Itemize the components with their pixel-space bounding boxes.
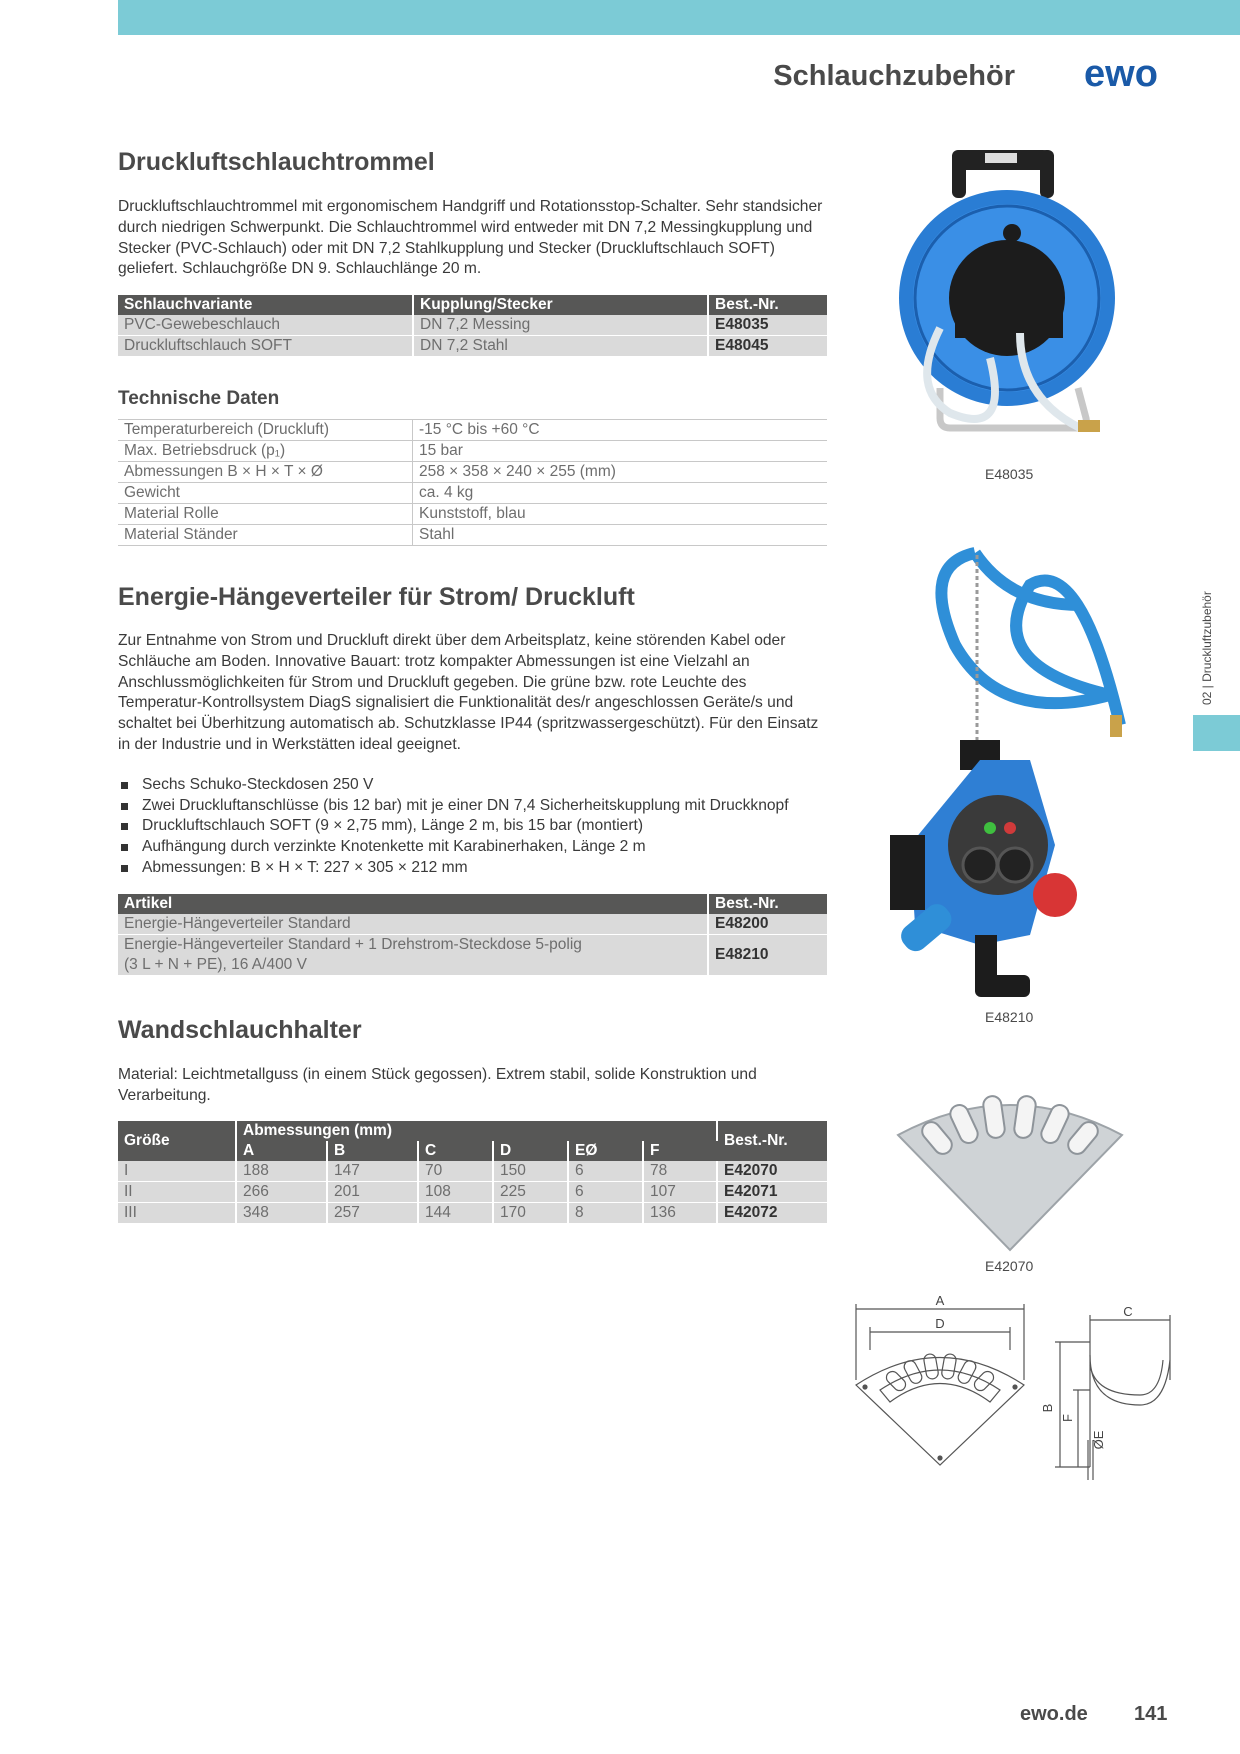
section2-description: Zur Entnahme von Strom und Druckluft direkt über dem Arbeitsplatz, keine störenden Kabel oder Schläuche am Boden. Innovative Bauart: trotz kompakter Abmessungen ist eine Vielzahl an Anschlussmöglichkeiten für Strom und Druckluft gegeben. Die grüne bzw. rote Leuchte des Temperatur-Kontrollsystem DiagS signalisiert die Funktionalität des/r angeschlossen Geräte/s und schaltet bei Überhitzung automatisch ab. Schutzklasse IP44 (spritzwassergeschützt). Für den Einsatz in der Industrie und in Werkstätten ideal geeignet. [118, 632, 819, 753]
power-distributor-image [880, 545, 1140, 1005]
col-header-order: Best.-Nr. [717, 1121, 827, 1161]
table-cell: 78 [643, 1161, 717, 1182]
technical-drawing [850, 1290, 1180, 1480]
col-header: Artikel [118, 894, 708, 914]
table-row [118, 1182, 827, 1203]
table-cell: 8 [568, 1203, 643, 1224]
drawing-label-d: D [935, 1316, 945, 1331]
col-header: Best.-Nr. [708, 295, 827, 315]
table-cell: 6 [568, 1182, 643, 1203]
section3-description: Material: Leichtmetallguss (in einem Stück gegossen). Extrem stabil, solide Konstruktion und Verarbeitung. [118, 1066, 757, 1104]
table-row [118, 483, 827, 504]
table-cell: Druckluftschlauch SOFT [118, 336, 413, 357]
table-cell: 70 [418, 1161, 493, 1182]
list-item: Druckluftschlauch SOFT (9 × 2,75 mm), Länge 2 m, bis 15 bar (montiert) [118, 816, 789, 837]
col-header-size: Größe [118, 1121, 236, 1161]
table-cell: PVC-Gewebeschlauch [118, 315, 413, 336]
col-header: Schlauchvariante [118, 295, 413, 315]
ewo-logo [1072, 56, 1170, 92]
table-cell: 188 [236, 1161, 327, 1182]
col-header: Kupplung/Stecker [413, 295, 708, 315]
list-item: Aufhängung durch verzinkte Knotenkette mit Karabinerhaken, Länge 2 m [118, 837, 789, 858]
tech-value: 258 × 358 × 240 × 255 (mm) [413, 462, 828, 483]
col-header-d: D [493, 1141, 568, 1161]
table-row [118, 914, 827, 935]
hose-variant-table [118, 295, 827, 357]
tech-label: Gewicht [118, 483, 413, 504]
table-cell: III [118, 1203, 236, 1224]
order-number: E48045 [708, 336, 827, 357]
table-cell: DN 7,2 Stahl [413, 336, 708, 357]
section-title-energie-haengeverteiler: Energie-Hängeverteiler für Strom/ Druckluft [118, 583, 635, 611]
table-row [118, 504, 827, 525]
side-tab-marker [1193, 715, 1240, 751]
table-cell: 144 [418, 1203, 493, 1224]
image-caption: E48210 [985, 1009, 1034, 1025]
table-cell: 6 [568, 1161, 643, 1182]
drawing-label-f: F [1060, 1414, 1075, 1422]
tech-data-table [118, 419, 827, 546]
top-accent-bar [118, 0, 1240, 35]
col-header-b: B [327, 1141, 418, 1161]
col-header-dimensions: Abmessungen (mm) [236, 1121, 717, 1141]
table-cell [118, 935, 708, 976]
drawing-label-b: B [1040, 1403, 1055, 1413]
tech-label: Max. Betriebsdruck (p₁) [118, 441, 413, 462]
col-header-a: A [236, 1141, 327, 1161]
svg-text:ewo: ewo [1084, 56, 1158, 92]
col-header-c: C [418, 1141, 493, 1161]
side-tab-label: 02 | Druckluftzubehör [1200, 591, 1214, 705]
order-number: E42071 [717, 1182, 827, 1203]
table-row [118, 1161, 827, 1182]
col-header-f: F [643, 1141, 717, 1161]
tech-value: -15 °C bis +60 °C [413, 420, 828, 441]
table-row [118, 315, 827, 336]
section-title-druckluftschlauchtrommel: Druckluftschlauchtrommel [118, 148, 435, 176]
tech-data-title: Technische Daten [118, 388, 280, 409]
order-number: E42072 [717, 1203, 827, 1224]
table-row [118, 336, 827, 357]
tech-label: Material Rolle [118, 504, 413, 525]
order-number: E48210 [708, 935, 827, 976]
list-item: Abmessungen: B × H × T: 227 × 305 × 212 mm [118, 858, 789, 879]
table-cell: 107 [643, 1182, 717, 1203]
table-cell-line: (3 L + N + PE), 16 A/400 V [124, 956, 307, 973]
table-cell: II [118, 1182, 236, 1203]
table-cell-line: Energie-Hängeverteiler Standard + 1 Drehstrom-Steckdose 5-polig [124, 936, 582, 953]
hose-reel-image [890, 148, 1130, 468]
feature-list [118, 775, 789, 879]
table-cell: 150 [493, 1161, 568, 1182]
page-title: Schlauchzubehör [773, 60, 1015, 92]
table-cell: Energie-Hängeverteiler Standard [118, 914, 708, 935]
tech-value: Stahl [413, 525, 828, 546]
page-number: 141 [1134, 1703, 1168, 1725]
tech-label: Abmessungen B × H × T × Ø [118, 462, 413, 483]
col-header-e: EØ [568, 1141, 643, 1161]
table-cell: 201 [327, 1182, 418, 1203]
table-row [118, 935, 827, 976]
table-cell: I [118, 1161, 236, 1182]
image-caption: E48035 [985, 466, 1034, 482]
col-header: Best.-Nr. [708, 894, 827, 914]
section-title-wandschlauchhalter: Wandschlauchhalter [118, 1016, 362, 1044]
table-cell: 147 [327, 1161, 418, 1182]
drawing-label-a: A [935, 1293, 945, 1308]
drawing-label-c: C [1123, 1304, 1133, 1319]
order-number: E48035 [708, 315, 827, 336]
table-cell: 225 [493, 1182, 568, 1203]
table-cell: 170 [493, 1203, 568, 1224]
tech-label: Temperaturbereich (Druckluft) [118, 420, 413, 441]
article-table [118, 894, 827, 976]
table-cell: 136 [643, 1203, 717, 1224]
section1-description: Druckluftschlauchtrommel mit ergonomischem Handgriff und Rotationsstop-Schalter. Sehr standsicher durch niedrigen Schwerpunkt. Die Schlauchtrommel wird entweder mit DN 7,2 Messingkupplung und Stecker (PVC-Schlauch) oder mit DN 7,2 Stahlkupplung und Stecker (Druckluftschlauch SOFT) geliefert. Schlauchgröße DN 9. Schlauchlänge 20 m. [118, 198, 823, 278]
table-row [118, 1203, 827, 1224]
tech-value: 15 bar [413, 441, 828, 462]
table-cell: 108 [418, 1182, 493, 1203]
image-caption: E42070 [985, 1258, 1034, 1274]
wall-hose-holder-image [890, 1080, 1130, 1255]
table-row [118, 441, 827, 462]
table-cell: 348 [236, 1203, 327, 1224]
tech-label: Material Ständer [118, 525, 413, 546]
table-row [118, 462, 827, 483]
tech-value: ca. 4 kg [413, 483, 828, 504]
tech-value: Kunststoff, blau [413, 504, 828, 525]
table-cell: 257 [327, 1203, 418, 1224]
order-number: E42070 [717, 1161, 827, 1182]
wall-holder-table [118, 1121, 827, 1224]
footer-url[interactable]: ewo.de [1020, 1703, 1088, 1725]
order-number: E48200 [708, 914, 827, 935]
drawing-label-e: ØE [1091, 1430, 1106, 1450]
table-row [118, 420, 827, 441]
list-item: Zwei Druckluftanschlüsse (bis 12 bar) mit je einer DN 7,4 Sicherheitskupplung mit Druckknopf [118, 796, 789, 817]
table-cell: DN 7,2 Messing [413, 315, 708, 336]
list-item: Sechs Schuko-Steckdosen 250 V [118, 775, 789, 796]
table-row [118, 525, 827, 546]
table-cell: 266 [236, 1182, 327, 1203]
